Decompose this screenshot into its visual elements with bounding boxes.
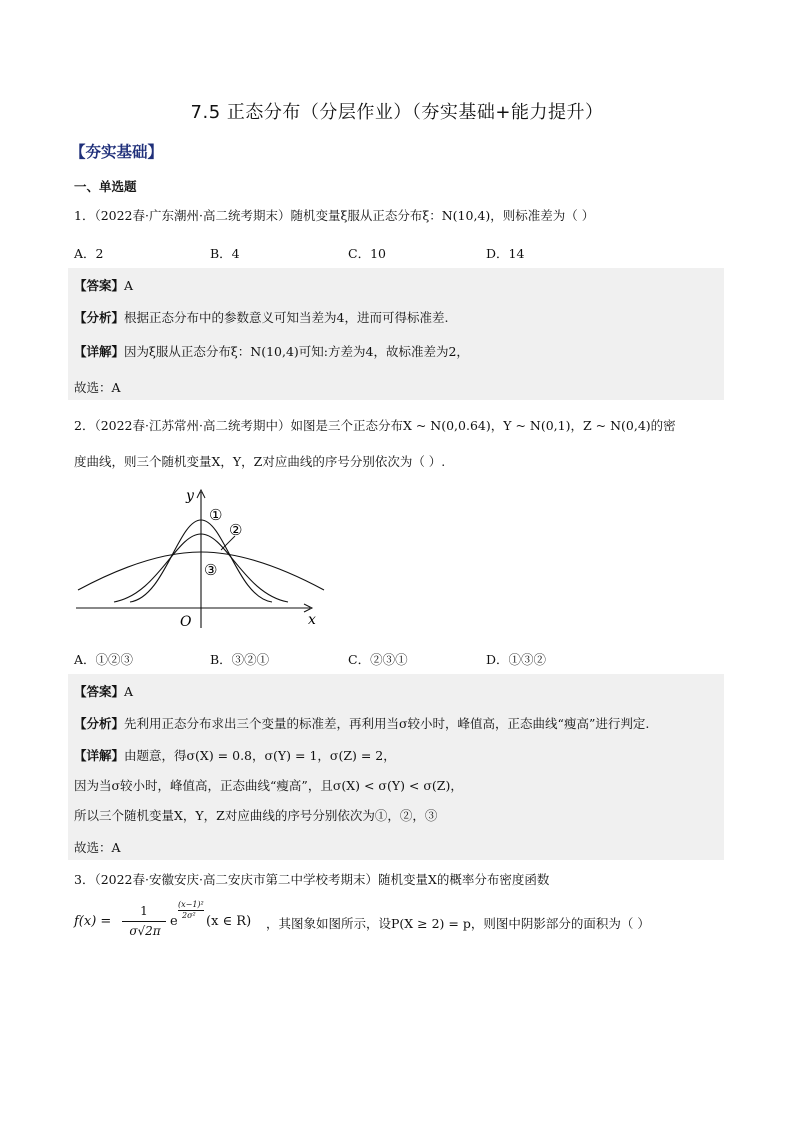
q1-option-b: B．4 xyxy=(210,246,240,261)
page-title: 7.5 正态分布（分层作业）（夯实基础+能力提升） xyxy=(190,102,604,123)
q3-stem-line1: 3．（2022春·安徽安庆·高二安庆市第二中学校考期末）随机变量X的概率分布密度函数 xyxy=(74,872,550,887)
q1-choose: 故选：A xyxy=(74,380,121,395)
q1-answer: 【答案】A xyxy=(74,278,134,293)
q1-option-a: A．2 xyxy=(74,246,104,261)
section-heading: 【夯实基础】 xyxy=(70,143,164,161)
q1-analysis: 【分析】根据正态分布中的参数意义可知当差为4，进而可得标准差. xyxy=(74,310,449,325)
formula-domain: (x ∈ R) xyxy=(206,914,252,929)
y-axis-label: y xyxy=(186,488,194,504)
q1-option-d: D．14 xyxy=(486,246,525,261)
q1-solution-box xyxy=(68,268,724,400)
formula-denominator: σ√2π xyxy=(129,924,161,938)
q2-option-b: B．③②① xyxy=(210,652,270,667)
formula-exponent-den: 2σ² xyxy=(182,911,196,920)
q2-detail-line3: 所以三个随机变量X，Y，Z对应曲线的序号分别依次为①，②，③ xyxy=(74,808,438,823)
q2-stem-line2: 度曲线，则三个随机变量X，Y，Z对应曲线的序号分别依次为（ ）. xyxy=(74,454,446,469)
q2-option-d: D．①③② xyxy=(486,652,547,667)
q3-stem-line2: ，其图象如图所示，设P(X ≥ 2) = p，则图中阴影部分的面积为（ ） xyxy=(266,916,650,931)
q1-detail: 【详解】因为ξ服从正态分布ξ：N(10,4)可知:方差为4，故标准差为2， xyxy=(74,344,469,359)
formula-exponent-num: (x−1)² xyxy=(178,900,204,909)
formula-fraction-bar xyxy=(122,921,166,922)
x-axis-label: x xyxy=(308,612,316,628)
formula-numerator: 1 xyxy=(140,904,148,918)
q2-answer: 【答案】A xyxy=(74,684,134,699)
q2-solution-box xyxy=(68,674,724,860)
q1-option-c: C．10 xyxy=(348,246,386,261)
q2-option-c: C．②③① xyxy=(348,652,408,667)
q2-stem-line1: 2．（2022春·江苏常州·高二统考期中）如图是三个正态分布X ~ N(0,0.64)，Y ~ N(0,1)，Z ~ N(0,4)的密 xyxy=(74,418,676,433)
formula-lhs: f(x) = xyxy=(74,914,112,929)
q2-detail: 【详解】由题意，得σ(X) = 0.8，σ(Y) = 1，σ(Z) = 2， xyxy=(74,748,396,763)
q1-stem: 1．（2022春·广东潮州·高二统考期末）随机变量ξ服从正态分布ξ：N(10,4)，则标准差为（ ） xyxy=(74,208,595,223)
normal-curves-figure xyxy=(70,482,330,632)
curve-label-1: ① xyxy=(209,506,223,524)
q3-density-formula xyxy=(74,900,714,944)
curve-label-2: ② xyxy=(229,521,243,539)
curve-label-3: ③ xyxy=(204,561,218,579)
origin-label: O xyxy=(180,614,192,630)
q2-analysis: 【分析】先利用正态分布求出三个变量的标准差，再利用当σ较小时，峰值高，正态曲线“瘦高”进行判定. xyxy=(74,716,650,731)
formula-exp-base: e xyxy=(170,914,178,929)
q2-option-a: A．①②③ xyxy=(74,652,134,667)
q2-choose: 故选：A xyxy=(74,840,121,855)
q2-detail-line2: 因为当σ较小时，峰值高，正态曲线“瘦高”，且σ(X) < σ(Y) < σ(Z)， xyxy=(74,778,463,793)
question-type-heading: 一、单选题 xyxy=(74,179,137,194)
